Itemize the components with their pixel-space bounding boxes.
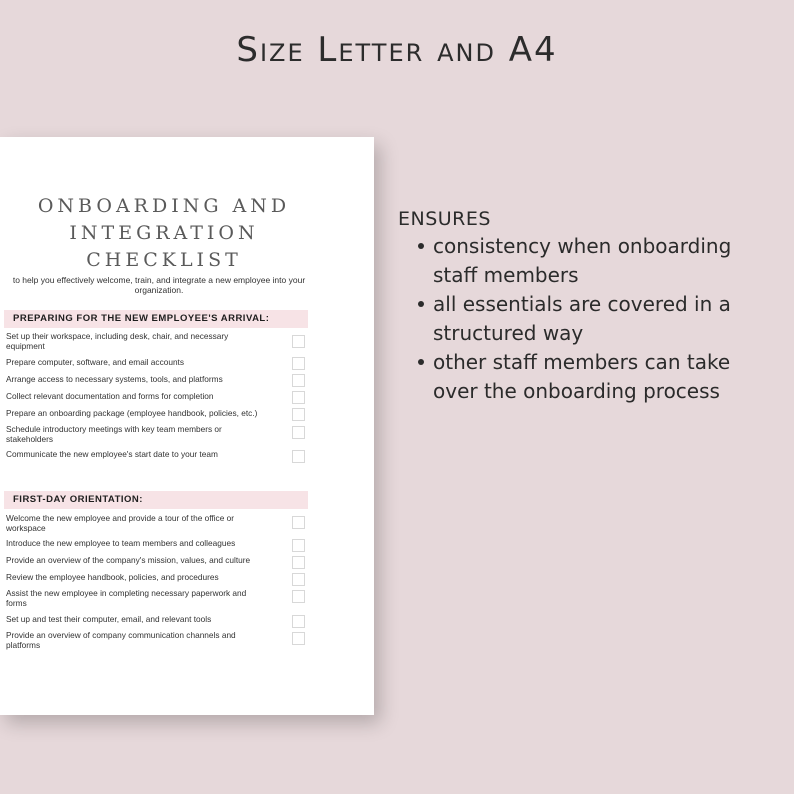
ensures-heading: ENSURES xyxy=(398,208,491,230)
document-title xyxy=(14,193,314,274)
checklist-item xyxy=(6,450,306,460)
checklist-item-label: Set up their workspace, including desk, chair, and necessary equipment xyxy=(6,331,229,351)
benefit-line: over the onboarding process xyxy=(433,379,720,403)
checklist-item xyxy=(6,392,306,402)
bullet-icon xyxy=(418,359,424,365)
checkbox[interactable] xyxy=(292,539,305,552)
checkbox[interactable] xyxy=(292,590,305,603)
checklist-item-label: Introduce the new employee to team members and colleagues xyxy=(6,538,236,548)
bullet-icon xyxy=(418,301,424,307)
checklist-item-label: Provide an overview of the company's mission, values, and culture xyxy=(6,555,251,565)
checklist-item xyxy=(6,375,306,385)
document-title-line: ONBOARDING AND xyxy=(37,195,291,217)
checklist-item xyxy=(6,615,306,625)
checklist-item-label: Communicate the new employee's start date to your team xyxy=(6,449,218,459)
banner-title: Size Letter and A4 xyxy=(236,30,558,70)
benefit-line: other staff members can take xyxy=(433,350,731,374)
checklist-page xyxy=(0,137,374,715)
checklist-item xyxy=(6,589,306,608)
checklist-item-label: Assist the new employee in completing necessary paperwork and forms xyxy=(6,588,247,608)
checklist-item-label: Provide an overview of company communication channels and platforms xyxy=(6,630,236,650)
benefit-item xyxy=(398,348,778,406)
checklist-item xyxy=(6,573,306,583)
checkbox[interactable] xyxy=(292,615,305,628)
ensures-block xyxy=(398,206,778,406)
benefit-line: staff members xyxy=(433,263,579,287)
checklist-item-label: Welcome the new employee and provide a tour of the office or workspace xyxy=(6,513,234,533)
checklist-item-label: Prepare an onboarding package (employee handbook, policies, etc.) xyxy=(6,408,258,418)
checkbox[interactable] xyxy=(292,357,305,370)
checkbox[interactable] xyxy=(292,556,305,569)
checklist-item xyxy=(6,514,306,533)
section-heading-first-day: FIRST-DAY ORIENTATION: xyxy=(4,491,308,509)
checklist-item xyxy=(6,332,306,351)
checkbox[interactable] xyxy=(292,426,305,439)
checkbox[interactable] xyxy=(292,632,305,645)
checkbox[interactable] xyxy=(292,335,305,348)
checklist-item xyxy=(6,631,306,650)
benefit-line: structured way xyxy=(433,321,584,345)
checkbox[interactable] xyxy=(292,391,305,404)
checkbox[interactable] xyxy=(292,516,305,529)
benefit-line: consistency when onboarding xyxy=(433,234,732,258)
checklist-item xyxy=(6,409,306,419)
document-subtitle: to help you effectively welcome, train, and integrate a new employee into your organization. xyxy=(12,275,306,295)
benefit-line: all essentials are covered in a xyxy=(433,292,731,316)
checklist-item-label: Schedule introductory meetings with key team members or stakeholders xyxy=(6,424,222,444)
checklist-item xyxy=(6,425,306,444)
benefit-item xyxy=(398,290,778,348)
section-heading-preparing: PREPARING FOR THE NEW EMPLOYEE'S ARRIVAL: xyxy=(4,310,308,328)
checklist-item xyxy=(6,539,306,549)
checklist-item xyxy=(6,556,306,566)
document-title-line: CHECKLIST xyxy=(86,249,242,271)
checklist-item-label: Collect relevant documentation and forms for completion xyxy=(6,391,214,401)
checkbox[interactable] xyxy=(292,408,305,421)
document-title-line: INTEGRATION xyxy=(69,222,259,244)
checklist-item-label: Prepare computer, software, and email accounts xyxy=(6,357,185,367)
bullet-icon xyxy=(418,243,424,249)
checkbox[interactable] xyxy=(292,450,305,463)
checkbox[interactable] xyxy=(292,374,305,387)
checklist-item-label: Review the employee handbook, policies, and procedures xyxy=(6,572,219,582)
checklist-item-label: Arrange access to necessary systems, tools, and platforms xyxy=(6,374,223,384)
checklist-item-label: Set up and test their computer, email, and relevant tools xyxy=(6,614,212,624)
checklist-item xyxy=(6,358,306,368)
checkbox[interactable] xyxy=(292,573,305,586)
benefit-item xyxy=(398,232,778,290)
